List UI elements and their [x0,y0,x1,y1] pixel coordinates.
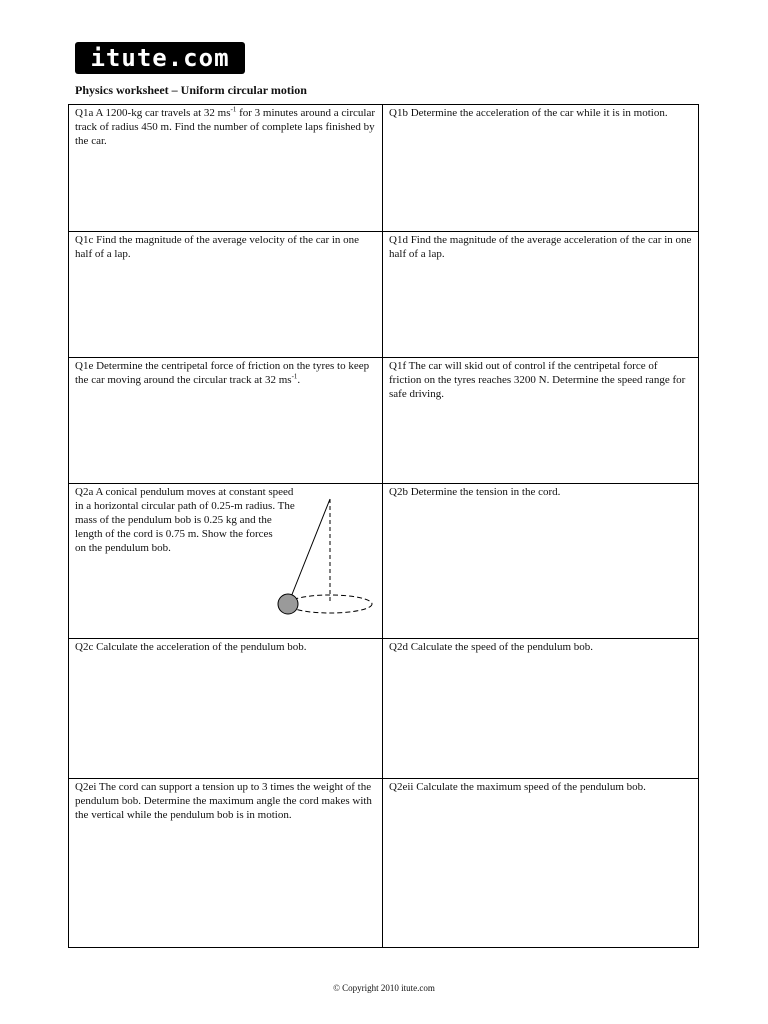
worksheet-title: Physics worksheet – Uniform circular motion [75,83,307,97]
pendulum-cord [289,499,330,602]
question-cell-q1a [69,105,383,232]
question-q2d: Q2d Calculate the speed of the pendulum bob. [389,641,594,653]
question-cell-q2eii [383,779,699,948]
pendulum-bob [278,594,298,614]
itute-logo [75,42,245,74]
conical-pendulum-diagram [69,484,383,638]
logo-text: itute.com [90,44,230,72]
question-cell-q1f [383,358,699,484]
question-q1d: Q1d Find the magnitude of the average acceleration of the car in one half of a lap. [389,234,692,260]
question-q2a: Q2a A conical pendulum moves at constant speed in a horizontal circular path of 0.25-m radius. The mass of the pendulum bob is 0.25 kg and the length of the cord is 0.75 m. Show the forces on the pendulum bob. [69,484,382,638]
question-cell-q1c [69,232,383,358]
question-q1f: Q1f The car will skid out of control if the centripetal force of friction on the tyres reaches 3200 N. Determine the speed range for safe driving. [389,360,686,400]
question-q2eii: Q2eii Calculate the maximum speed of the pendulum bob. [389,781,646,793]
question-q2b: Q2b Determine the tension in the cord. [389,486,561,498]
question-q1a: Q1a A 1200-kg car travels at 32 $ms^{-1}$ for 3 minutes around a circular track of radius 450 m. Find the number of complete laps finished by the car. [75,105,376,147]
question-cell-q1d [383,232,699,358]
question-cell-q2ei [69,779,383,948]
copyright-footer: © Copyright 2010 itute.com [333,983,435,993]
question-cell-q1e [69,358,383,484]
question-cell-q2d [383,639,699,779]
question-cell-q2c [69,639,383,779]
question-cell-q1b [383,105,699,232]
question-cell-q2a [69,484,383,639]
question-q1c: Q1c Find the magnitude of the average velocity of the car in one half of a lap. [75,234,360,260]
question-cell-q2b [383,484,699,639]
question-q2c: Q2c Calculate the acceleration of the pendulum bob. [75,641,307,653]
question-q2ei: Q2ei The cord can support a tension up to 3 times the weight of the pendulum bob. Determine the maximum angle the cord makes with the vertical while the pendulum bob is in motion. [75,781,372,821]
question-q1b: Q1b Determine the acceleration of the car while it is in motion. [389,107,668,119]
question-grid [68,104,699,948]
question-q1e: Q1e Determine the centripetal force of friction on the tyres to keep the car moving around the circular track at 32 $ms^{-1}$. [75,360,370,386]
